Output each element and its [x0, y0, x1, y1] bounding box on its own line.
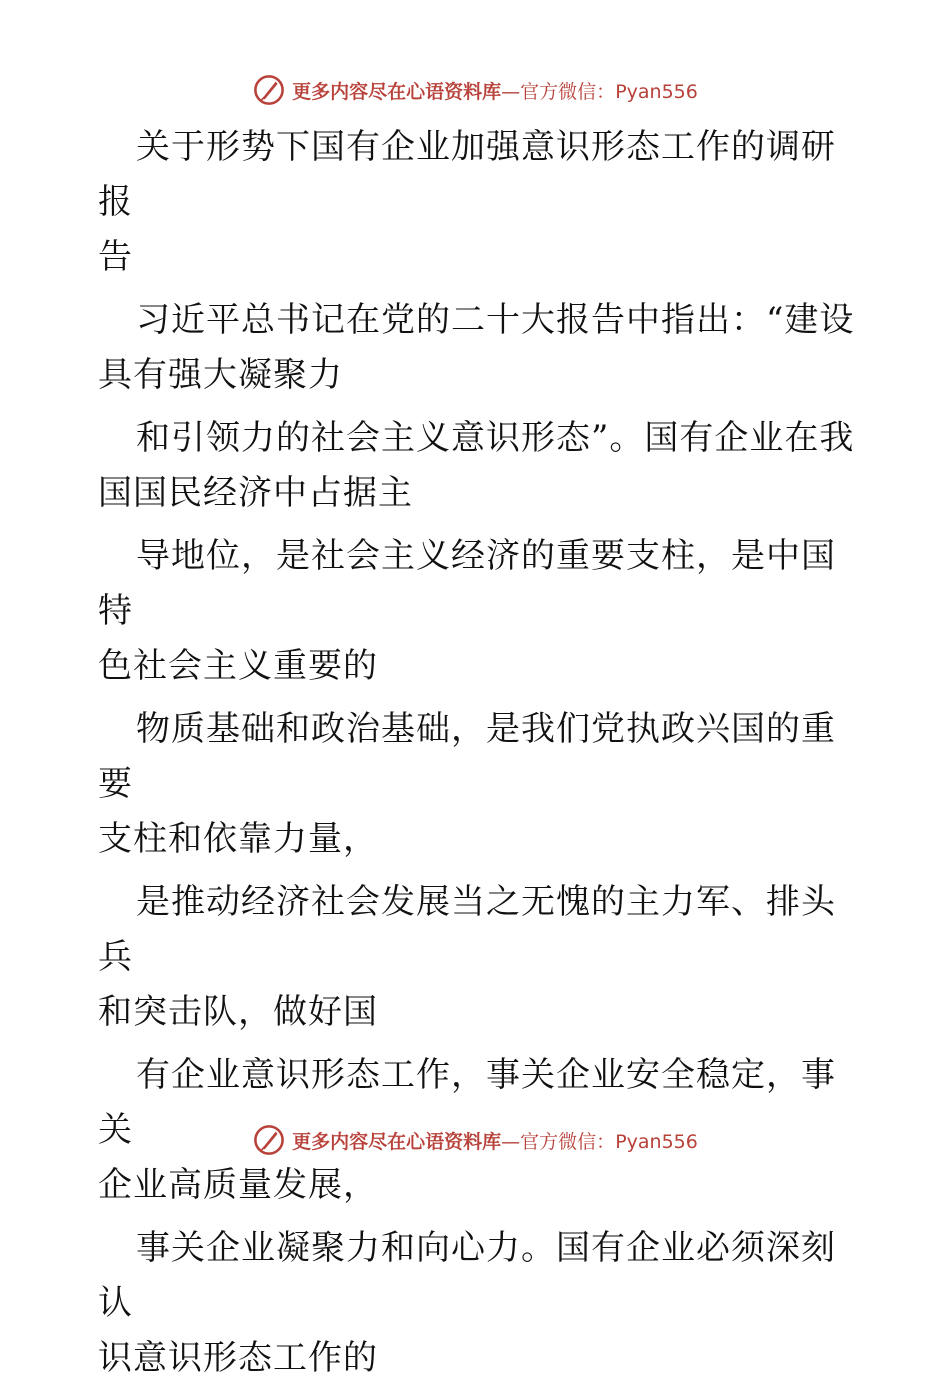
- paragraph: [98, 293, 858, 403]
- paragraph-line: 色社会主义重要的: [98, 646, 378, 686]
- quill-circle-logo-icon: [252, 1123, 286, 1157]
- paragraph-line: 支柱和依靠力量，: [98, 819, 378, 859]
- paragraph-line: 和引领力的社会主义意识形态”。国有企业在我: [136, 418, 855, 458]
- banner-wechat-label: 官方微信：: [520, 80, 616, 103]
- paragraph-line: 企业高质量发展，: [98, 1165, 378, 1205]
- paragraph-line: 习近平总书记在党的二十大报告中指出：“建设: [136, 300, 855, 340]
- banner-main-text: 更多内容尽在心语资料库: [292, 80, 502, 103]
- document-body: [98, 120, 858, 1394]
- paragraph-line: 关于形势下国有企业加强意识形态工作的调研报: [98, 127, 836, 222]
- paragraph: [98, 529, 858, 694]
- paragraph-line: 物质基础和政治基础，是我们党执政兴国的重要: [98, 709, 836, 804]
- paragraph-line: 和突击队，做好国: [98, 992, 378, 1032]
- paragraph: [98, 1221, 858, 1386]
- paragraph-line: 识意识形态工作的: [98, 1338, 378, 1378]
- banner-main-text: 更多内容尽在心语资料库: [292, 1130, 502, 1153]
- paragraph-line: 是推动经济社会发展当之无愧的主力军、排头兵: [98, 882, 836, 977]
- paragraph-line: 有企业意识形态工作，事关企业安全稳定，事关: [98, 1055, 836, 1150]
- banner-separator: —: [501, 1130, 521, 1153]
- banner-wechat-id: Pyan556: [615, 80, 698, 103]
- paragraph: [98, 875, 858, 1040]
- paragraph: [98, 411, 858, 521]
- quill-circle-logo-icon: [252, 73, 286, 107]
- paragraph: [98, 120, 858, 285]
- banner-wechat-label: 官方微信：: [520, 1130, 616, 1153]
- paragraph: [98, 702, 858, 867]
- banner-separator: —: [501, 80, 521, 103]
- paragraph-line: 国国民经济中占据主: [98, 473, 413, 513]
- paragraph-line: 事关企业凝聚力和向心力。国有企业必须深刻认: [98, 1228, 836, 1323]
- paragraph-line: 导地位，是社会主义经济的重要支柱，是中国特: [98, 536, 836, 631]
- header-banner: [0, 70, 950, 110]
- banner-wechat-id: Pyan556: [615, 1130, 698, 1153]
- paragraph-line: 具有强大凝聚力: [98, 355, 343, 395]
- paragraph-line: 告: [98, 237, 133, 277]
- banner-text: [292, 77, 698, 104]
- footer-banner: [0, 1120, 950, 1160]
- banner-text: [292, 1127, 698, 1154]
